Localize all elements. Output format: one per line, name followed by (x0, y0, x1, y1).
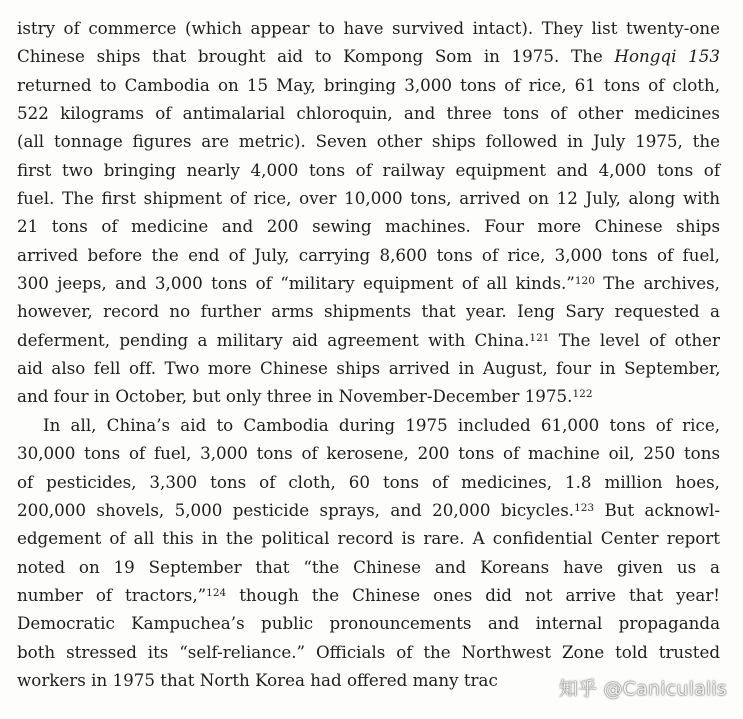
text-line (17, 127, 720, 155)
text-segment: edgement of all this in the political record is rare. A confidential Center report (17, 528, 720, 549)
footnote-marker: 122 (572, 388, 593, 401)
text-line (17, 496, 720, 524)
text-segment: workers in 1975 that North Korea had offered many trac (17, 669, 498, 690)
text-segment: deferment, pending a military aid agreement with China. (17, 329, 530, 350)
text-line (17, 184, 720, 212)
italic-title: Hongqi 153 (614, 46, 720, 67)
text-segment: The level of other (549, 329, 720, 350)
text-line (17, 99, 720, 127)
text-line (17, 297, 720, 325)
text-segment: In all, China’s aid to Cambodia during 1975 included 61,000 tons of rice, (43, 414, 721, 435)
text-segment: returned to Cambodia on 15 May, bringing 3,000 tons of rice, 61 tons of cloth, (17, 74, 721, 95)
text-segment: But acknowl- (594, 499, 721, 520)
text-segment: of pesticides, 3,300 tons of cloth, 60 tons of medicines, 1.8 million hoes, (17, 471, 720, 492)
text-segment: however, record no further arms shipments that year. Ieng Sary requested a (17, 301, 720, 322)
text-segment: noted on 19 September that “the Chinese and Koreans have given us a (17, 556, 720, 577)
watermark: 知乎 @Caniculalis (558, 678, 727, 700)
text-line (17, 553, 720, 581)
footnote-marker: 124 (206, 586, 227, 599)
footnote-marker: 121 (529, 331, 550, 344)
text-segment: 200,000 shovels, 5,000 pesticide sprays, and 20,000 bicycles. (17, 499, 575, 520)
text-segment: arrived before the end of July, carrying 8,600 tons of rice, 3,000 tons of fuel, (17, 244, 720, 265)
text-line (17, 42, 720, 70)
body-text (17, 14, 720, 694)
text-line (17, 354, 720, 382)
text-segment: 522 kilograms of antimalarial chloroquin, and three tons of other medicines (17, 103, 720, 124)
text-segment: 21 tons of medicine and 200 sewing machines. Four more Chinese ships (17, 216, 721, 237)
text-segment: aid also fell off. Two more Chinese ships arrived in August, four in September, (17, 358, 721, 379)
text-line (17, 241, 720, 269)
text-line (17, 326, 720, 354)
text-line (17, 581, 720, 609)
text-line (17, 71, 720, 99)
text-segment: both stressed its “self-reliance.” Officials of the Northwest Zone told trusted (17, 641, 721, 662)
text-line (17, 524, 720, 552)
text-line (17, 468, 720, 496)
text-segment: Democratic Kampuchea’s public pronouncements and internal propaganda (17, 613, 721, 634)
text-line (17, 269, 720, 297)
footnote-marker: 120 (574, 275, 595, 288)
text-line (17, 14, 720, 42)
footnote-marker: 123 (574, 501, 595, 514)
text-segment: The archives, (594, 273, 720, 294)
text-segment: 30,000 tons of fuel, 3,000 tons of kerosene, 200 tons of machine oil, 250 tons (17, 443, 721, 464)
text-line (17, 212, 720, 240)
text-segment: Chinese ships that brought aid to Kompong Som in 1975. The (17, 46, 615, 67)
text-segment: 300 jeeps, and 3,000 tons of “military equipment of all kinds.” (17, 273, 575, 294)
text-line (17, 439, 720, 467)
text-segment: though the Chinese ones did not arrive that year! (226, 584, 721, 605)
text-line (17, 156, 720, 184)
text-line (17, 609, 720, 637)
text-segment: (all tonnage figures are metric). Seven other ships followed in July 1975, the (17, 131, 720, 152)
text-segment: number of tractors,” (17, 584, 207, 605)
text-line (17, 638, 720, 666)
text-line (17, 382, 720, 410)
text-segment: and four in October, but only three in November-December 1975. (17, 386, 573, 407)
text-segment: fuel. The first shipment of rice, over 10,000 tons, arrived on 12 July, along with (17, 188, 721, 209)
text-line (17, 411, 720, 439)
text-segment: istry of commerce (which appear to have survived intact). They list twenty-one (17, 18, 721, 38)
text-segment: first two bringing nearly 4,000 tons of railway equipment and 4,000 tons of (17, 159, 721, 180)
